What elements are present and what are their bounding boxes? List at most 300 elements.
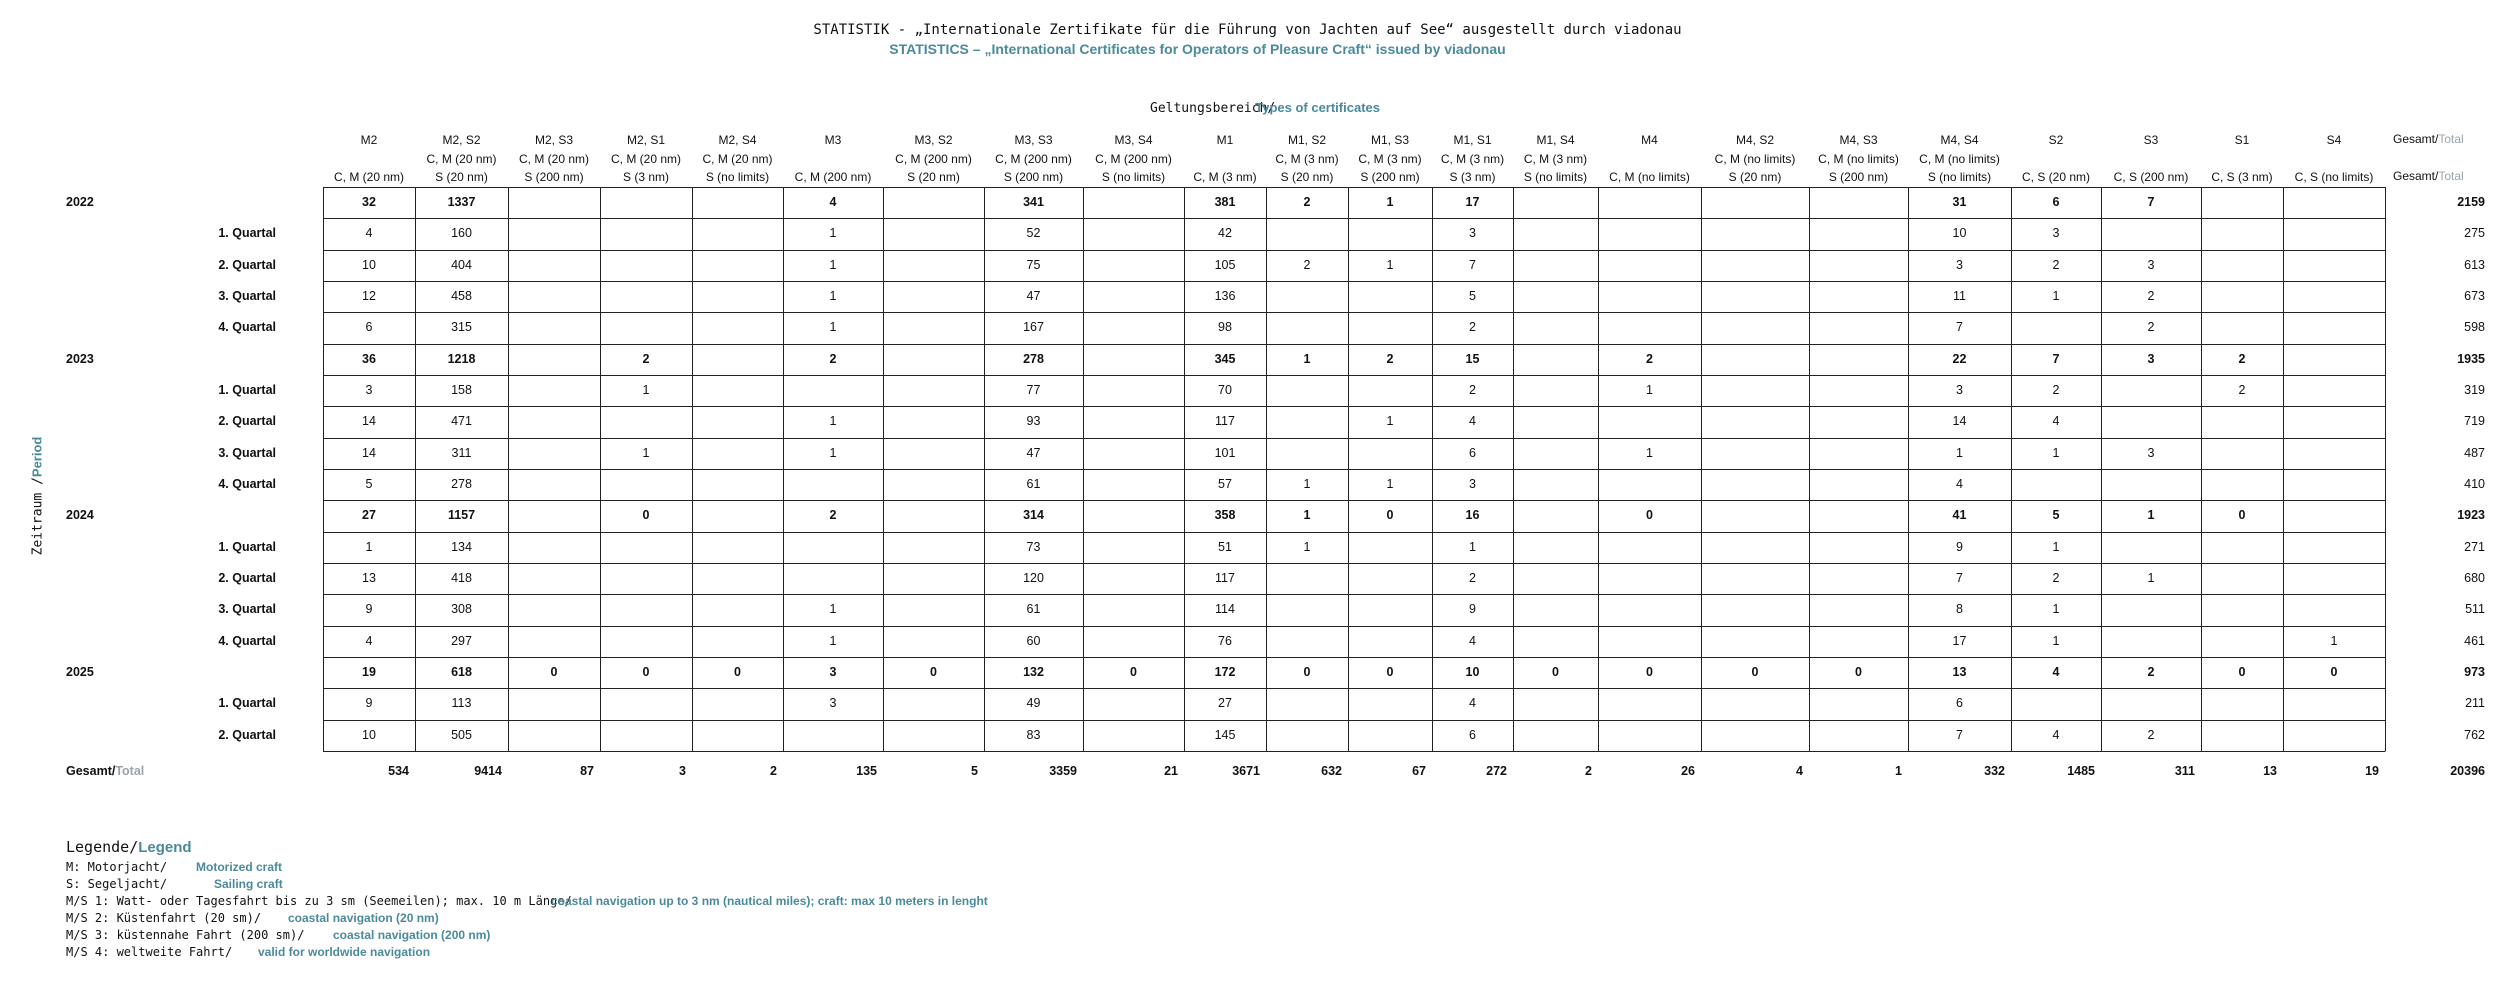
table-cell: 0 xyxy=(642,508,650,522)
table-cell: 101 xyxy=(1214,446,1236,460)
table-cell: 2 xyxy=(1646,352,1653,366)
legend-item xyxy=(66,928,572,945)
footer-total: 26 xyxy=(1681,764,1695,778)
footer-total: 3671 xyxy=(1232,764,1260,778)
quarter-label: 1. Quartal xyxy=(218,383,276,397)
column-subheader-1: C, M (3 nm) xyxy=(1523,152,1588,166)
column-code: M2, S4 xyxy=(718,133,757,147)
column-code: M4 xyxy=(1641,133,1658,147)
table-cell: 2 xyxy=(1469,320,1476,334)
table-cell: 2 xyxy=(1303,195,1311,209)
table-cell: 4 xyxy=(365,226,373,240)
table-cell: 345 xyxy=(1214,352,1236,366)
table-cell: 51 xyxy=(1218,540,1232,554)
gesamt-label: Gesamt/ xyxy=(2393,132,2439,146)
row-total: 1935 xyxy=(2457,352,2485,366)
page-title: STATISTIK - „Internationale Zertifikate für die Führung von Jachten auf See“ ausgestellt durch viadonau xyxy=(813,22,1682,38)
row-total: 719 xyxy=(2464,414,2485,428)
table-cell: 1 xyxy=(1303,477,1311,491)
gesamt-label: Gesamt/ xyxy=(66,764,116,778)
types-of-certificates-label: Types of certificates xyxy=(1255,100,1380,115)
table-cell: 1 xyxy=(829,414,837,428)
table-cell: 4 xyxy=(1469,414,1476,428)
table-cell: 5 xyxy=(2052,508,2060,522)
footer-total: 21 xyxy=(1164,764,1178,778)
table-cell: 2 xyxy=(1469,571,1476,585)
column-subheader-1: C, M (20 nm) xyxy=(426,152,497,166)
footer-total: 632 xyxy=(1321,764,1342,778)
table-cell: 2 xyxy=(829,508,837,522)
table-cell: 1 xyxy=(1646,383,1653,397)
table-cell: 381 xyxy=(1214,195,1236,209)
table-cell: 12 xyxy=(362,289,376,303)
legend-item-de: M/S 2: Küstenfahrt (20 sm)/ xyxy=(66,911,262,925)
table-cell: 47 xyxy=(1026,446,1041,460)
table-cell: 1 xyxy=(1303,352,1311,366)
table-cell: 158 xyxy=(451,383,472,397)
table-cell: 3 xyxy=(829,696,837,710)
geltungsbereich-label: Geltungsbereich/ xyxy=(1150,101,1276,116)
legend-title: Legende/ xyxy=(66,838,139,856)
table-cell: 42 xyxy=(1218,226,1232,240)
table-cell: 9 xyxy=(365,602,373,616)
table-cell: 4 xyxy=(829,195,837,209)
column-subheader-2: C, M (no limits) xyxy=(1609,170,1690,184)
table-cell: 1 xyxy=(1956,446,1963,460)
column-subheader-2: S (3 nm) xyxy=(622,170,669,184)
legend-item xyxy=(66,877,572,894)
column-subheader-1: C, M (20 nm) xyxy=(518,152,589,166)
column-subheader-2: S (20 nm) xyxy=(435,170,488,184)
table-cell: 17 xyxy=(1465,195,1480,209)
table-cell: 134 xyxy=(451,540,472,554)
column-subheader-2: S (no limits) xyxy=(1927,170,1992,184)
table-cell: 0 xyxy=(2238,508,2246,522)
table-cell: 77 xyxy=(1026,383,1041,397)
table-cell: 1 xyxy=(829,602,837,616)
quarter-label: 4. Quartal xyxy=(218,477,276,491)
table-cell: 7 xyxy=(2052,352,2060,366)
column-subheader-2: S (20 nm) xyxy=(1280,170,1334,184)
column-code: M3, S2 xyxy=(914,133,953,147)
column-code: M1, S1 xyxy=(1453,133,1492,147)
table-cell: 1 xyxy=(829,320,837,334)
table-cell: 1337 xyxy=(447,195,476,209)
table-cell: 10 xyxy=(1952,226,1967,240)
column-subheader-2: S (200 nm) xyxy=(1828,170,1889,184)
table-cell: 1 xyxy=(1646,446,1653,460)
footer-total: 1485 xyxy=(2067,764,2095,778)
year-label: 2022 xyxy=(66,195,94,209)
table-cell: 7 xyxy=(1956,571,1963,585)
zeitraum-label xyxy=(29,437,45,556)
table-cell: 1 xyxy=(1303,508,1311,522)
column-subheader-1: C, M (no limits) xyxy=(1818,152,1899,166)
footer-gesamt-label xyxy=(66,764,144,778)
table-cell: 31 xyxy=(1952,195,1967,209)
column-subheader-1: C, M (200 nm) xyxy=(1095,152,1172,166)
footer-total: 2 xyxy=(770,764,777,778)
column-subheader-2: C, S (no limits) xyxy=(2294,170,2374,184)
row-total: 762 xyxy=(2464,728,2485,742)
table-cell: 1 xyxy=(2052,289,2060,303)
column-subheader-2: C, S (3 nm) xyxy=(2211,170,2273,184)
table-cell: 1 xyxy=(1386,258,1394,272)
table-cell: 311 xyxy=(451,446,472,460)
grand-total: 20396 xyxy=(2450,764,2485,778)
table-cell: 83 xyxy=(1026,728,1041,742)
table-cell: 3 xyxy=(1469,226,1476,240)
table-cell: 15 xyxy=(1465,352,1480,366)
quarter-label: 3. Quartal xyxy=(218,446,276,460)
column-subheader-2: C, S (20 nm) xyxy=(2021,170,2090,184)
legend-item xyxy=(66,860,572,877)
table-cell: 36 xyxy=(362,352,376,366)
table-cell: 1 xyxy=(829,634,837,648)
quarter-label: 2. Quartal xyxy=(218,571,276,585)
footer-total: 67 xyxy=(1412,764,1426,778)
table-cell: 0 xyxy=(1130,665,1137,679)
table-cell: 0 xyxy=(2238,665,2246,679)
legend-item xyxy=(66,894,988,911)
table-cell: 93 xyxy=(1026,414,1041,428)
table-cell: 7 xyxy=(2147,195,2155,209)
table-cell: 61 xyxy=(1026,477,1041,491)
column-subheader-2: S (20 nm) xyxy=(907,170,960,184)
table-cell: 14 xyxy=(362,414,376,428)
table-cell: 19 xyxy=(362,665,376,679)
column-code: M3 xyxy=(824,133,842,147)
year-label: 2023 xyxy=(66,352,94,366)
table-cell: 41 xyxy=(1952,508,1967,522)
column-code: M1, S3 xyxy=(1370,133,1409,147)
table-cell: 471 xyxy=(451,414,472,428)
table-cell: 17 xyxy=(1952,634,1967,648)
column-subheader-2: C, M (200 nm) xyxy=(794,170,872,184)
table-cell: 0 xyxy=(1646,508,1653,522)
column-code: S4 xyxy=(2326,133,2342,147)
table-cell: 618 xyxy=(451,665,472,679)
table-cell: 0 xyxy=(1386,665,1394,679)
column-subheader-1: C, M (20 nm) xyxy=(702,152,773,166)
table-cell: 98 xyxy=(1218,320,1232,334)
table-cell: 1 xyxy=(2330,634,2338,648)
row-total: 319 xyxy=(2464,383,2485,397)
table-cell: 70 xyxy=(1218,383,1232,397)
table-cell: 1 xyxy=(2147,571,2155,585)
table-cell: 0 xyxy=(1552,665,1559,679)
table-cell: 1157 xyxy=(447,508,476,522)
column-code: M1, S2 xyxy=(1287,133,1326,147)
table-cell: 61 xyxy=(1026,602,1041,616)
quarter-label: 4. Quartal xyxy=(218,634,276,648)
table-cell: 0 xyxy=(2330,665,2338,679)
table-cell: 1 xyxy=(829,226,837,240)
table-cell: 1 xyxy=(2052,446,2060,460)
table-cell: 75 xyxy=(1026,258,1041,272)
table-cell: 117 xyxy=(1215,571,1235,585)
table-cell: 2 xyxy=(2238,383,2246,397)
table-cell: 76 xyxy=(1218,634,1232,648)
table-cell: 505 xyxy=(451,728,472,742)
zeitraum-text: Zeitraum / xyxy=(30,477,46,556)
table-cell: 1 xyxy=(2052,634,2060,648)
table-cell: 1 xyxy=(365,540,373,554)
table-cell: 0 xyxy=(734,665,741,679)
table-cell: 1 xyxy=(1386,414,1394,428)
table-cell: 1 xyxy=(1303,540,1311,554)
table-cell: 1 xyxy=(1386,477,1394,491)
quarter-label: 4. Quartal xyxy=(218,320,276,334)
legend-item-en: valid for worldwide navigation xyxy=(258,945,431,959)
row-total: 275 xyxy=(2464,226,2485,240)
legend-item xyxy=(66,911,572,928)
table-cell: 1 xyxy=(1386,195,1394,209)
table-cell: 132 xyxy=(1023,665,1044,679)
table-cell: 1 xyxy=(2052,602,2060,616)
table-cell: 9 xyxy=(1469,602,1476,616)
table-cell: 7 xyxy=(1956,320,1963,334)
table-cell: 404 xyxy=(451,258,472,272)
table-cell: 2 xyxy=(642,352,650,366)
table-cell: 4 xyxy=(365,634,373,648)
table-cell: 1 xyxy=(2147,508,2155,522)
table-cell: 2 xyxy=(1386,352,1394,366)
row-total: 461 xyxy=(2464,634,2485,648)
table-cell: 10 xyxy=(362,258,376,272)
legend-item-en: coastal navigation (20 nm) xyxy=(288,911,439,925)
column-subheader-1: C, M (no limits) xyxy=(1919,152,2000,166)
column-code: M2, S3 xyxy=(534,133,573,147)
column-subheader-2: S (3 nm) xyxy=(1449,170,1496,184)
column-code: S2 xyxy=(2048,133,2064,147)
table-cell: 0 xyxy=(1386,508,1394,522)
quarter-label: 2. Quartal xyxy=(218,414,276,428)
table-cell: 3 xyxy=(365,383,373,397)
row-total: 598 xyxy=(2464,320,2485,334)
row-total: 973 xyxy=(2464,665,2485,679)
legend-item xyxy=(66,945,572,962)
table-cell: 60 xyxy=(1026,634,1041,648)
table-cell: 9 xyxy=(1956,540,1963,554)
legend-item-de: M/S 4: weltweite Fahrt/ xyxy=(66,945,233,959)
table-cell: 2 xyxy=(829,352,837,366)
footer-total: 5 xyxy=(971,764,978,778)
table-cell: 32 xyxy=(362,195,376,209)
page-subtitle: STATISTICS – „International Certificates for Operators of Pleasure Craft“ issued by viadonau xyxy=(889,41,1506,57)
table-cell: 11 xyxy=(1953,289,1966,303)
column-code: M1, S4 xyxy=(1536,133,1575,147)
row-total: 613 xyxy=(2464,258,2485,272)
table-cell: 2 xyxy=(2052,258,2060,272)
quarter-label: 1. Quartal xyxy=(218,696,276,710)
table-cell: 6 xyxy=(1956,696,1963,710)
table-cell: 6 xyxy=(1469,728,1476,742)
table-cell: 5 xyxy=(365,477,373,491)
footer-total: 9414 xyxy=(474,764,502,778)
table-cell: 297 xyxy=(451,634,472,648)
table-cell: 3 xyxy=(829,665,837,679)
table-cell: 3 xyxy=(1956,258,1963,272)
table-cell: 160 xyxy=(451,226,472,240)
table-cell: 2 xyxy=(2147,320,2155,334)
table-cell: 113 xyxy=(451,696,472,710)
table-cell: 57 xyxy=(1218,477,1232,491)
table-cell: 1 xyxy=(829,289,837,303)
table-cell: 4 xyxy=(2052,665,2060,679)
table-cell: 3 xyxy=(1469,477,1476,491)
table-cell: 0 xyxy=(642,665,650,679)
column-code: S1 xyxy=(2234,133,2250,147)
column-subheader-2: S (no limits) xyxy=(705,170,770,184)
table-cell: 49 xyxy=(1026,696,1041,710)
table-cell: 458 xyxy=(451,289,472,303)
table-cell: 2 xyxy=(2147,289,2155,303)
footer-total: 4 xyxy=(1796,764,1803,778)
table-cell: 1218 xyxy=(447,352,476,366)
period-text: Period xyxy=(29,436,45,478)
gesamt-label: Gesamt/ xyxy=(2393,169,2439,183)
table-cell: 2 xyxy=(1303,258,1311,272)
table-cell: 1 xyxy=(642,446,650,460)
footer-total: 87 xyxy=(580,764,594,778)
table-cell: 13 xyxy=(362,571,376,585)
table-cell: 2 xyxy=(2238,352,2246,366)
footer-total: 534 xyxy=(388,764,409,778)
table-cell: 3 xyxy=(2147,446,2155,460)
column-code: M3, S4 xyxy=(1114,133,1153,147)
legend-item-de: M/S 1: Watt- oder Tagesfahrt bis zu 3 sm (Seemeilen); max. 10 m Länge/ xyxy=(66,894,572,908)
row-total: 673 xyxy=(2464,289,2485,303)
table-cell: 10 xyxy=(1465,665,1480,679)
column-code: M1 xyxy=(1216,133,1234,147)
total-label: Total xyxy=(115,764,145,778)
column-subheader-1: C, M (200 nm) xyxy=(895,152,972,166)
table-cell: 3 xyxy=(2147,258,2155,272)
column-subheader-2: C, S (200 nm) xyxy=(2113,170,2189,184)
column-code: M2 xyxy=(360,133,378,147)
column-subheader-1: C, M (no limits) xyxy=(1714,152,1796,166)
table-cell: 136 xyxy=(1214,289,1236,303)
quarter-label: 2. Quartal xyxy=(218,728,276,742)
column-subheader-2: S (20 nm) xyxy=(1728,170,1782,184)
column-subheader-1: C, M (3 nm) xyxy=(1275,152,1339,166)
table-cell: 0 xyxy=(1855,665,1862,679)
row-total: 410 xyxy=(2464,477,2485,491)
table-cell: 6 xyxy=(365,320,373,334)
footer-total: 272 xyxy=(1486,764,1507,778)
table-cell: 314 xyxy=(1023,508,1044,522)
table-cell: 14 xyxy=(362,446,376,460)
table-cell: 4 xyxy=(1469,696,1476,710)
table-cell: 1 xyxy=(642,383,650,397)
table-cell: 13 xyxy=(1952,665,1967,679)
legend-item-en: Motorized craft xyxy=(196,860,283,874)
column-code: S3 xyxy=(2143,133,2159,147)
table-cell: 105 xyxy=(1214,258,1236,272)
table-cell: 418 xyxy=(451,571,472,585)
row-total: 1923 xyxy=(2457,508,2485,522)
quarter-label: 1. Quartal xyxy=(218,226,276,240)
legend-item-en: Sailing craft xyxy=(214,877,283,891)
table-cell: 73 xyxy=(1026,540,1041,554)
column-subheader-2: S (no limits) xyxy=(1523,170,1588,184)
table-cell: 315 xyxy=(451,320,472,334)
column-code: M4, S2 xyxy=(1735,133,1774,147)
row-total: 2159 xyxy=(2457,195,2485,209)
table-cell: 308 xyxy=(451,602,472,616)
row-total: 487 xyxy=(2464,446,2485,460)
table-cell: 4 xyxy=(2052,728,2060,742)
table-cell: 2 xyxy=(2052,571,2060,585)
column-subheader-1: C, M (3 nm) xyxy=(1358,152,1422,166)
row-total: 511 xyxy=(2465,602,2485,616)
legend-item-en: coastal navigation (200 nm) xyxy=(333,928,491,942)
quarter-label: 3. Quartal xyxy=(218,602,276,616)
row-total: 271 xyxy=(2464,540,2485,554)
column-subheader-2: S (no limits) xyxy=(1101,170,1166,184)
table-cell: 14 xyxy=(1952,414,1967,428)
total-label: Total xyxy=(2438,132,2464,146)
legend-item-de: M/S 3: küstennahe Fahrt (200 sm)/ xyxy=(66,928,305,942)
footer-total: 3 xyxy=(679,764,686,778)
total-label: Total xyxy=(2438,169,2464,183)
quarter-label: 3. Quartal xyxy=(218,289,276,303)
column-code: M4, S3 xyxy=(1839,133,1878,147)
table-cell: 3 xyxy=(1956,383,1963,397)
table-cell: 4 xyxy=(1469,634,1476,648)
table-cell: 7 xyxy=(1469,258,1476,272)
table-cell: 167 xyxy=(1023,320,1044,334)
table-cell: 341 xyxy=(1023,195,1044,209)
table-cell: 0 xyxy=(1646,665,1653,679)
footer-total: 311 xyxy=(2174,764,2195,778)
table-cell: 22 xyxy=(1952,352,1967,366)
footer-total: 332 xyxy=(1984,764,2005,778)
table-cell: 2 xyxy=(2052,383,2060,397)
footer-total: 13 xyxy=(2263,764,2277,778)
legend-item-de: M: Motorjacht/ xyxy=(66,860,168,874)
table-cell: 3 xyxy=(2052,226,2060,240)
table-cell: 145 xyxy=(1214,728,1236,742)
table-cell: 0 xyxy=(930,665,937,679)
footer-total: 2 xyxy=(1585,764,1592,778)
table-cell: 47 xyxy=(1026,289,1041,303)
column-code: M4, S4 xyxy=(1940,133,1979,147)
row-total: 211 xyxy=(2465,696,2485,710)
table-cell: 0 xyxy=(1303,665,1311,679)
legend-item-en: coastal navigation up to 3 nm (nautical miles); craft: max 10 meters in lenght xyxy=(551,894,988,908)
table-cell: 2 xyxy=(1469,383,1476,397)
table-cell: 27 xyxy=(1218,696,1232,710)
table-cell: 117 xyxy=(1215,414,1235,428)
column-subheader-1: C, M (3 nm) xyxy=(1440,152,1505,166)
column-subheader-2: S (200 nm) xyxy=(1360,170,1420,184)
column-subheader-2: S (200 nm) xyxy=(1003,170,1064,184)
column-subheader-1: C, M (20 nm) xyxy=(610,152,681,166)
table-cell: 5 xyxy=(1469,289,1476,303)
table-cell: 114 xyxy=(1215,602,1235,616)
table-cell: 8 xyxy=(1956,602,1963,616)
table-cell: 4 xyxy=(2052,414,2060,428)
legend-item-de: S: Segeljacht/ xyxy=(66,877,168,891)
footer-total: 19 xyxy=(2365,764,2379,778)
table-cell: 7 xyxy=(1956,728,1963,742)
year-label: 2024 xyxy=(66,508,94,522)
footer-total: 3359 xyxy=(1049,764,1077,778)
year-label: 2025 xyxy=(66,665,94,679)
table-cell: 27 xyxy=(362,508,376,522)
